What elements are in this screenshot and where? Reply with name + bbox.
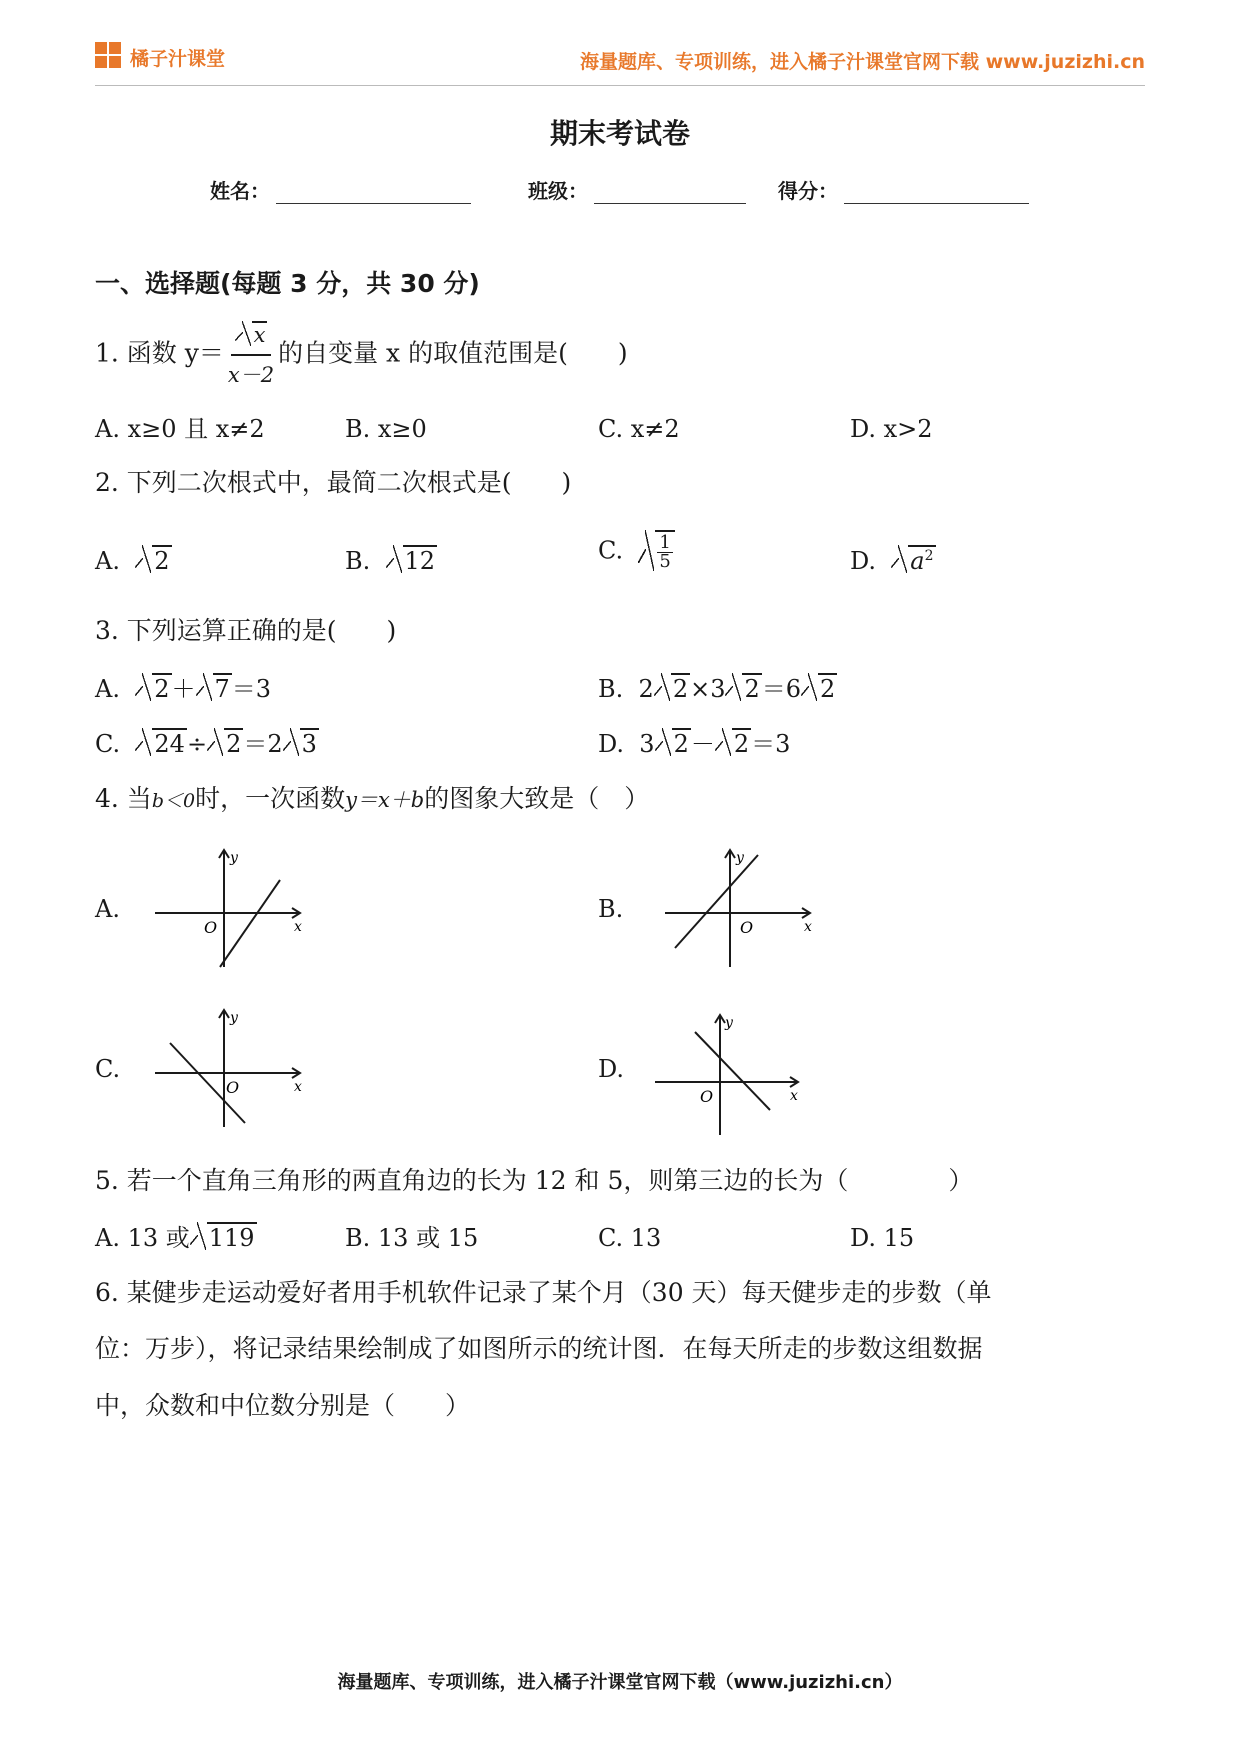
q4-graph-a[interactable] [150,845,310,970]
question-6-line-2: 位：万步），将记录结果绘制成了如图所示的统计图．在每天所走的步数这组数据 [95,1334,983,1363]
q4-graph-c[interactable] [150,1005,310,1130]
q4-option-c-label[interactable]: C. [95,1055,121,1083]
header-slogan[interactable]: 海量题库、专项训练，进入橘子汁课堂官网下载 www.juzizhi.cn [580,51,1145,73]
class-label: 班级： [528,179,588,203]
q4-b-axis-y: y [736,850,744,866]
q5-option-c[interactable]: C. 13 [598,1224,662,1252]
q4-d-axis-y: y [725,1015,733,1031]
class-field[interactable] [528,175,746,204]
q1-suffix: 的自变量 x 的取值范围是( ) [278,338,628,368]
page-title: 期末考试卷 [549,117,690,150]
q5-option-b[interactable]: B. 13 或 15 [345,1224,479,1252]
q2-option-d[interactable]: D. $a^2$ [850,547,934,575]
q4-d-origin: O [700,1087,714,1106]
q4-a-axis-y: y [230,850,238,866]
q1-prefix: 1. 函数 y＝ [95,338,224,368]
q1-fraction [228,318,274,392]
q4-a-axis-x: x [294,919,302,935]
q1-option-c[interactable]: C. x≠2 [598,415,680,443]
q5-option-a[interactable]: A. 13 或 119 [95,1224,255,1252]
name-label: 姓名： [210,179,270,203]
q2-option-a[interactable]: A. 2 [95,547,170,575]
header-divider [95,85,1145,86]
question-4: 4. 当b＜0时，一次函数y＝x＋b的图象大致是（ ） [95,784,650,813]
question-6-line-3: 中，众数和中位数分别是（ ） [95,1391,471,1420]
q4-graph-d[interactable] [650,1010,810,1135]
q4-c-axis-y: y [230,1010,238,1026]
name-blank[interactable] [276,181,471,204]
q4-option-d-label[interactable]: D. [598,1055,625,1083]
q4-d-axis-x: x [790,1088,798,1104]
q3-option-c[interactable]: C. 24÷ 2＝2 3 [95,730,317,758]
q1-denominator: x－2 [227,363,275,387]
score-label: 得分： [778,179,838,203]
logo-icon [95,42,121,68]
q4-graph-b[interactable] [660,845,820,970]
score-field[interactable] [778,175,1029,204]
q3-option-d[interactable]: D. 3 2－ 2＝3 [598,730,791,758]
question-1 [95,318,628,392]
q2-option-b[interactable]: B. 12 [345,547,436,575]
q4-c-axis-x: x [294,1079,302,1095]
q4-b-origin: O [740,918,754,937]
q3-option-a[interactable]: A. 2＋ 7＝3 [95,675,272,703]
q1-option-d[interactable]: D. x>2 [850,415,933,443]
question-3: 3. 下列运算正确的是( ) [95,616,397,645]
name-field[interactable] [210,175,471,204]
question-5: 5. 若一个直角三角形的两直角边的长为 12 和 5，则第三边的长为（ ） [95,1166,974,1195]
score-blank[interactable] [844,181,1029,204]
q1-option-b[interactable]: B. x≥0 [345,415,427,443]
q4-option-a-label[interactable]: A. [95,895,120,923]
question-2: 2. 下列二次根式中，最简二次根式是( ) [95,468,572,497]
brand-name: 橘子汁课堂 [130,48,226,70]
q4-b-axis-x: x [804,919,812,935]
q4-c-origin: O [226,1078,240,1097]
q3-option-b[interactable]: B. 2 2×3 2＝6 2 [598,675,836,703]
q2-option-c[interactable]: C. $\frac{1}{5}$ [598,530,675,571]
q1-root: x [235,321,268,346]
footer-text[interactable]: 海量题库、专项训练，进入橘子汁课堂官网下载（www.juzizhi.cn） [337,1672,903,1693]
q5-option-d[interactable]: D. 15 [850,1224,915,1252]
q4-option-b-label[interactable]: B. [598,895,624,923]
class-blank[interactable] [594,181,746,204]
q1-option-a[interactable]: A. x≥0 且 x≠2 [95,415,265,443]
question-6-line-1: 6. 某健步走运动爱好者用手机软件记录了某个月（30 天）每天健步走的步数（单 [95,1278,992,1307]
section-heading: 一、选择题(每题 3 分，共 30 分) [95,269,480,298]
q4-a-origin: O [204,918,218,937]
